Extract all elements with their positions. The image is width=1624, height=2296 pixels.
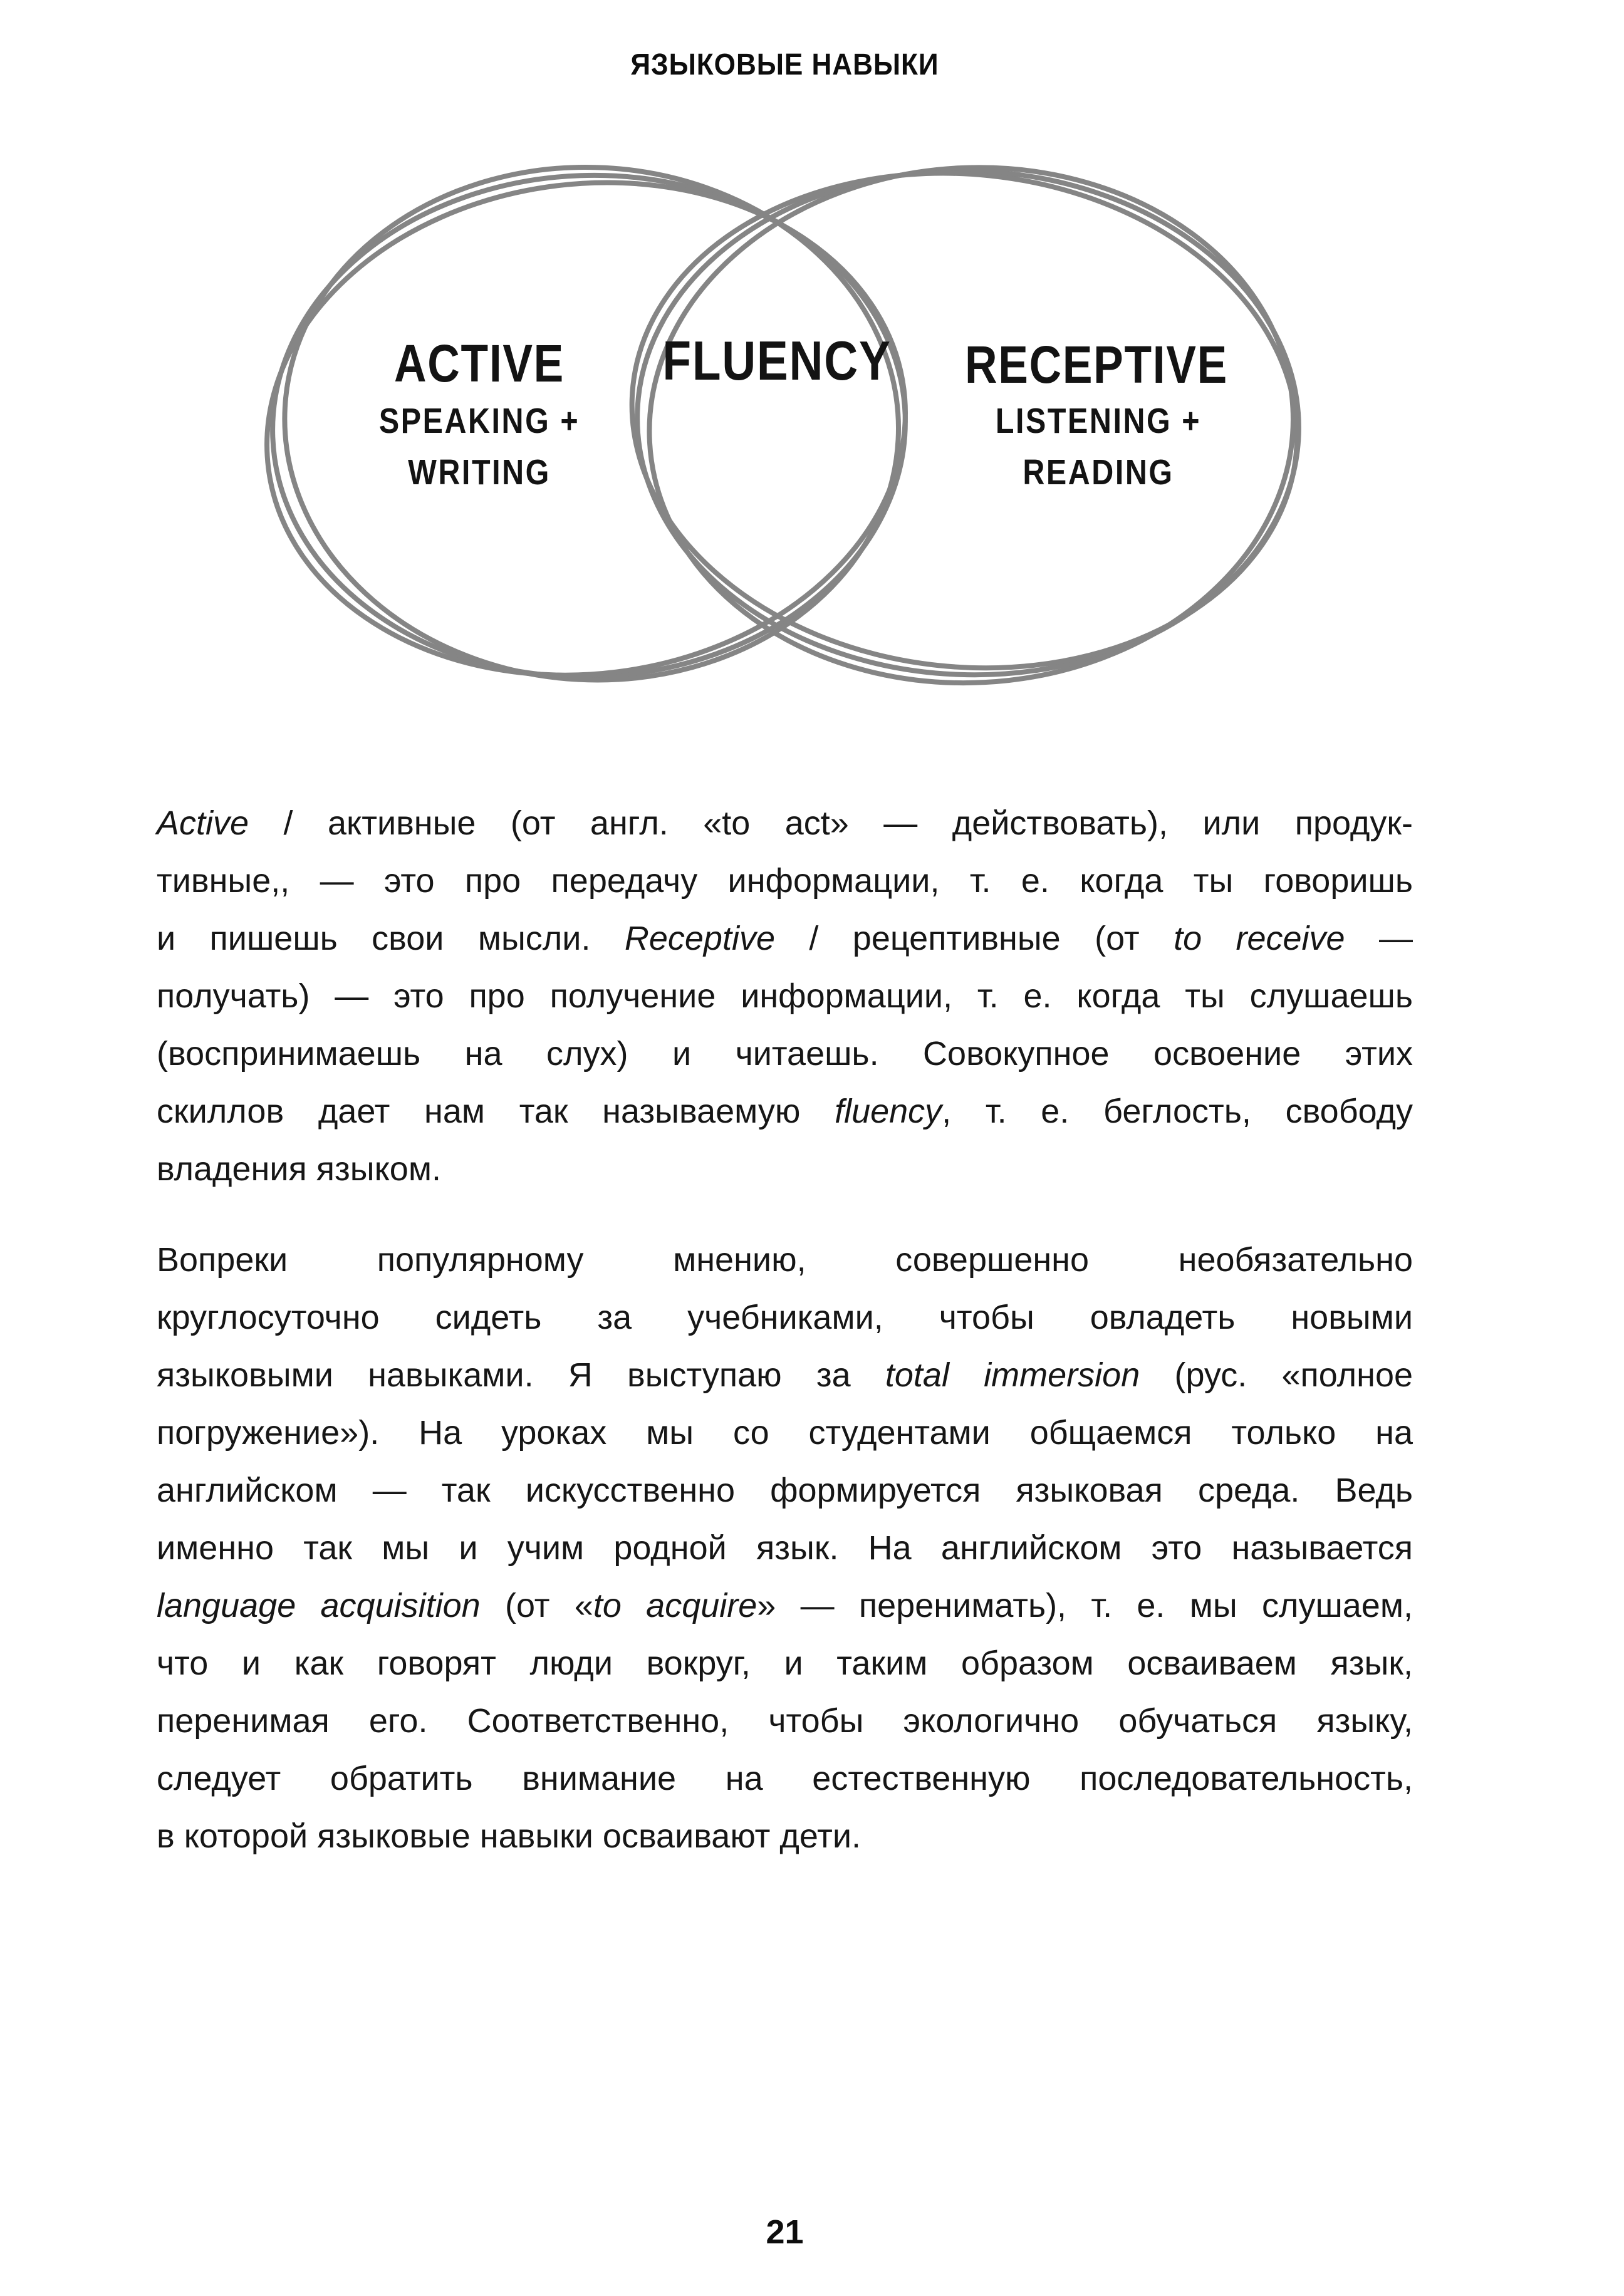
receptive-sublabel-1: LISTENING + <box>995 401 1202 441</box>
text-line: владения языком. <box>157 1150 441 1188</box>
text-line: language acquisition (от «to acquire» — перенимать), т. е. мы слушаем, <box>157 1587 1413 1624</box>
text-line: круглосуточно сидеть за учебниками, чтобы овладеть новыми <box>157 1299 1413 1336</box>
text-line: именно так мы и учим родной язык. На английском это называется <box>157 1529 1413 1567</box>
text-line: Вопреки популярному мнению, совершенно необязательно <box>157 1241 1413 1279</box>
paragraph-1 <box>157 794 1413 1198</box>
text-line: в которой языковые навыки осваивают дети. <box>157 1817 861 1855</box>
text-line: английском — так искусственно формируется языковая среда. Ведь <box>157 1472 1413 1509</box>
text-line: что и как говорят люди вокруг, и таким образом осваиваем язык, <box>157 1644 1413 1682</box>
paragraph-2 <box>157 1231 1413 1865</box>
receptive-sublabel-2: READING <box>1023 452 1174 492</box>
active-label: ACTIVE <box>393 334 565 393</box>
active-sublabel-2: WRITING <box>408 452 551 492</box>
fluency-label: FLUENCY <box>662 330 892 392</box>
page-header: ЯЗЫКОВЫЕ НАВЫКИ <box>630 48 939 81</box>
text-line: (воспринимаешь на слух) и читаешь. Совокупное освоение этих <box>157 1035 1413 1073</box>
text-line: скиллов дает нам так называемую fluency, т. е. беглость, свободу <box>157 1093 1413 1130</box>
text-line: следует обратить внимание на естественную последовательность, <box>157 1760 1413 1797</box>
text-line: языковыми навыками. Я выступаю за total immersion (рус. «полное <box>157 1356 1413 1394</box>
text-line: погружение»). На уроках мы со студентами общаемся только на <box>157 1414 1413 1452</box>
active-sublabel-1: SPEAKING + <box>378 401 580 441</box>
text-line: получать) — это про получение информации, т. е. когда ты слушаешь <box>157 977 1413 1015</box>
text-line: и пишешь свои мысли. Receptive / рецептивные (от to receive — <box>157 920 1413 957</box>
text-line: Active / активные (от англ. «to act» — действовать), или продук- <box>157 804 1413 842</box>
text-line: перенимая его. Соответственно, чтобы экологично обучаться языку, <box>157 1702 1413 1740</box>
page-number: 21 <box>766 2213 804 2251</box>
text-line: тивные,, — это про передачу информации, т. е. когда ты говоришь <box>157 862 1413 900</box>
receptive-label: RECEPTIVE <box>964 335 1228 394</box>
